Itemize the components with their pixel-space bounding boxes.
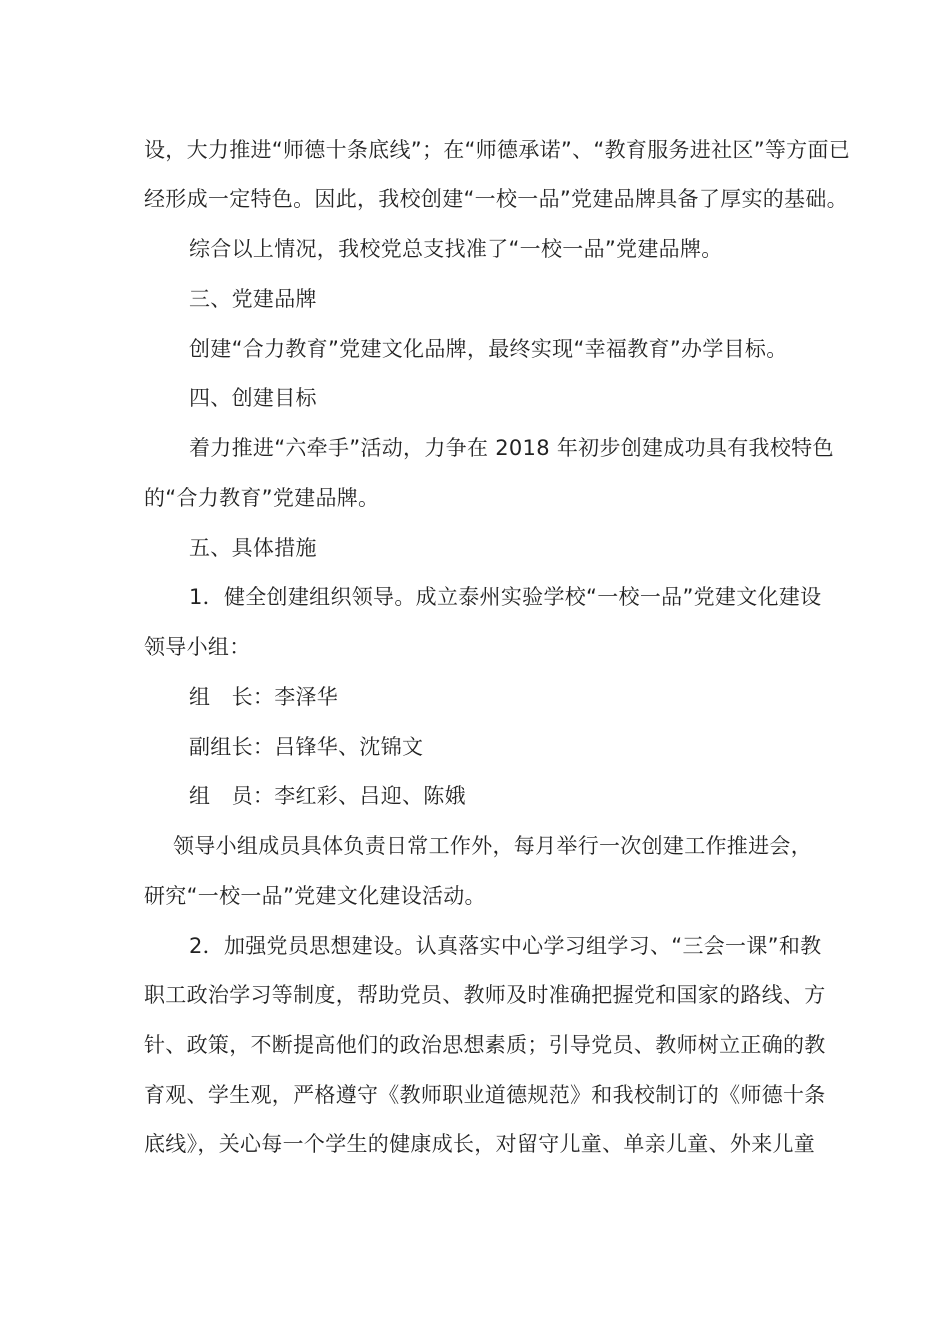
text-line: 研究“一校一品”党建文化建设活动。 [144,884,486,908]
text-line: 组 长：李泽华 [189,685,339,709]
text-line: 职工政治学习等制度，帮助党员、教师及时准确把握党和国家的路线、方 [144,983,826,1007]
text-line: 组 员：李红彩、吕迎、陈娥 [189,784,466,808]
section-heading: 五、具体措施 [189,536,317,560]
section-heading: 三、党建品牌 [189,287,317,311]
text-line: 创建“合力教育”党建文化品牌，最终实现“幸福教育”办学目标。 [189,337,788,361]
text-line: 底线》，关心每一个学生的健康成长，对留守儿童、单亲儿童、外来儿童 [144,1132,816,1156]
text-line: 经形成一定特色。因此，我校创建“一校一品”党建品牌具备了厚实的基础。 [144,187,848,211]
text-line: 针、政策，不断提高他们的政治思想素质；引导党员、教师树立正确的教 [144,1033,826,1057]
text-line: 副组长：吕锋华、沈锦文 [189,735,424,759]
text-line: 2．加强党员思想建设。认真落实中心学习组学习、“三会一课”和教 [189,934,822,958]
section-heading: 四、创建目标 [189,386,317,410]
text-line: 的“合力教育”党建品牌。 [144,486,380,510]
text-line: 领导小组： [144,635,251,659]
text-line: 综合以上情况，我校党总支找准了“一校一品”党建品牌。 [189,237,723,261]
text-line: 着力推进“六牵手”活动，力争在 2018 年初步创建成功具有我校特色 [189,436,834,460]
text-line: 领导小组成员具体负责日常工作外，每月举行一次创建工作推进会， [173,834,812,858]
text-line: 育观、学生观，严格遵守《教师职业道德规范》和我校制订的《师德十条 [144,1083,826,1107]
text-line: 设，大力推进“师德十条底线”；在“师德承诺”、“教育服务进社区”等方面已 [144,138,851,162]
text-line: 1．健全创建组织领导。成立泰州实验学校“一校一品”党建文化建设 [189,585,822,609]
